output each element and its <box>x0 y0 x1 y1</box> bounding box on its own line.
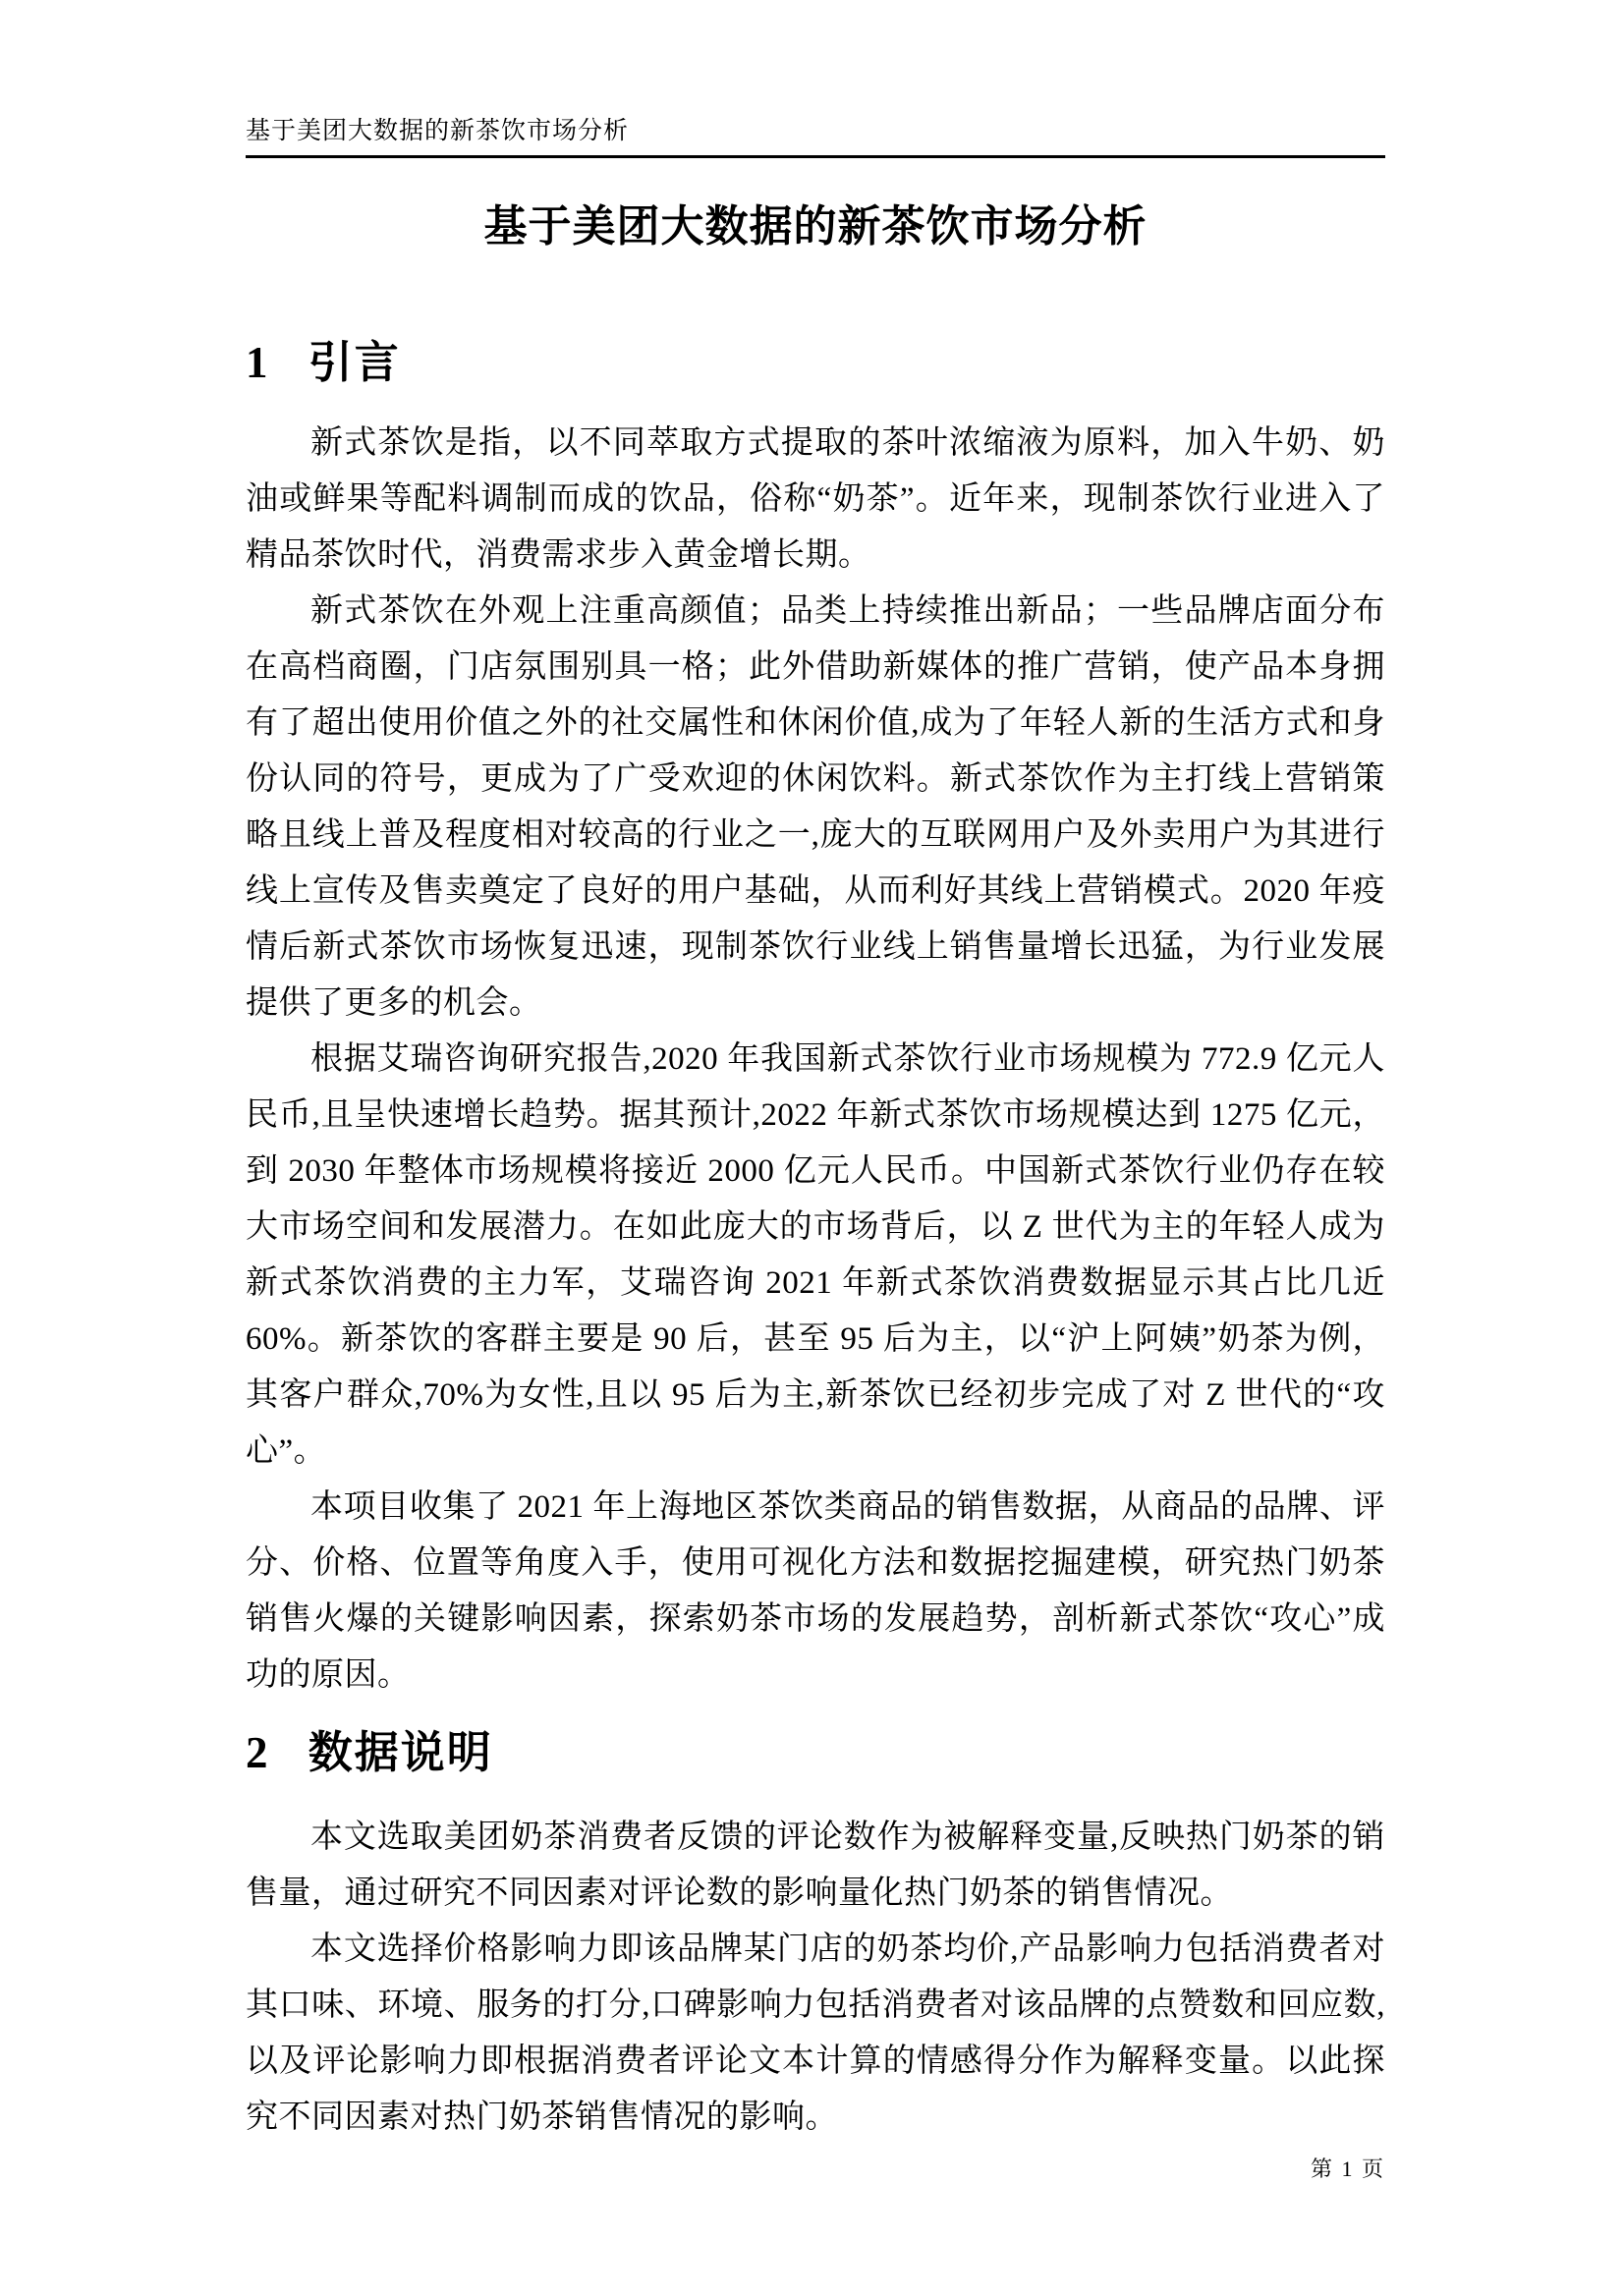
page-header <box>246 0 1385 158</box>
page-number: 第 1 页 <box>1310 2156 1385 2181</box>
paragraph: 本项目收集了 2021 年上海地区茶饮类商品的销售数据，从商品的品牌、评分、价格、位置等角度入手，使用可视化方法和数据挖掘建模，研究热门奶茶销售火爆的关键影响因素，探索奶茶市场的发展趋势，剖析新式茶饮“攻心”成功的原因。 <box>246 1489 1385 1693</box>
section-number: 1 <box>246 338 270 387</box>
section-introduction <box>246 335 1385 1704</box>
paragraph: 新式茶饮是指，以不同萃取方式提取的茶叶浓缩液为原料，加入牛奶、奶油或鲜果等配料调制而成的饮品，俗称“奶茶”。近年来，现制茶饮行业进入了精品茶饮时代，消费需求步入黄金增长期。 <box>246 425 1385 573</box>
document-title: 基于美团大数据的新茶饮市场分析 <box>483 202 1148 251</box>
section-data-description <box>246 1725 1385 2146</box>
section-heading-introduction <box>246 335 1385 390</box>
paragraph: 根据艾瑞咨询研究报告,2020 年我国新式茶饮行业市场规模为 772.9 亿元人民币,且呈快速增长趋势。据其预计,2022 年新式茶饮市场规模达到 1275 亿元，到 2030 年整体市场规模将接近 2000 亿元人民币。中国新式茶饮行业仍存在较大市场空间和发展潜力。在如此庞大的市场背后，以 Z 世代为主的年轻人成为新式茶饮消费的主力军，艾瑞咨询 2021 年新式茶饮消费数据显示其占比几近 60%。新茶饮的客群主要是 90 后，甚至 95 后为主，以“沪上阿姨”奶茶为例，其客户群众,70%为女性,且以 95 后为主,新茶饮已经初步完成了对 Z 世代的“攻心”。 <box>246 1041 1385 1469</box>
section-label: 引言 <box>308 338 401 387</box>
section-number: 2 <box>246 1728 270 1777</box>
page-footer <box>1311 2156 1385 2183</box>
running-header-title: 基于美团大数据的新茶饮市场分析 <box>246 118 630 144</box>
section-label: 数据说明 <box>308 1728 493 1777</box>
paragraph: 本文选择价格影响力即该品牌某门店的奶茶均价,产品影响力包括消费者对其口味、环境、服务的打分,口碑影响力包括消费者对该品牌的点赞数和回应数,以及评论影响力即根据消费者评论文本计算的情感得分作为解释变量。以此探究不同因素对热门奶茶销售情况的影响。 <box>246 1932 1385 2135</box>
paragraph: 新式茶饮在外观上注重高颜值；品类上持续推出新品；一些品牌店面分布在高档商圈，门店氛围别具一格；此外借助新媒体的推广营销，使产品本身拥有了超出使用价值之外的社交属性和休闲价值,成为了年轻人新的生活方式和身份认同的符号，更成为了广受欢迎的休闲饮料。新式茶饮作为主打线上营销策略且线上普及程度相对较高的行业之一,庞大的互联网用户及外卖用户为其进行线上宣传及售卖奠定了良好的用户基础，从而利好其线上营销模式。2020 年疫情后新式茶饮市场恢复迅速，现制茶饮行业线上销售量增长迅猛，为行业发展提供了更多的机会。 <box>246 593 1385 1021</box>
paragraph: 本文选取美团奶茶消费者反馈的评论数作为被解释变量,反映热门奶茶的销售量，通过研究不同因素对评论数的影响量化热门奶茶的销售情况。 <box>246 1820 1385 1911</box>
section-heading-data-description <box>246 1725 1385 1780</box>
page-content <box>246 0 1385 2146</box>
